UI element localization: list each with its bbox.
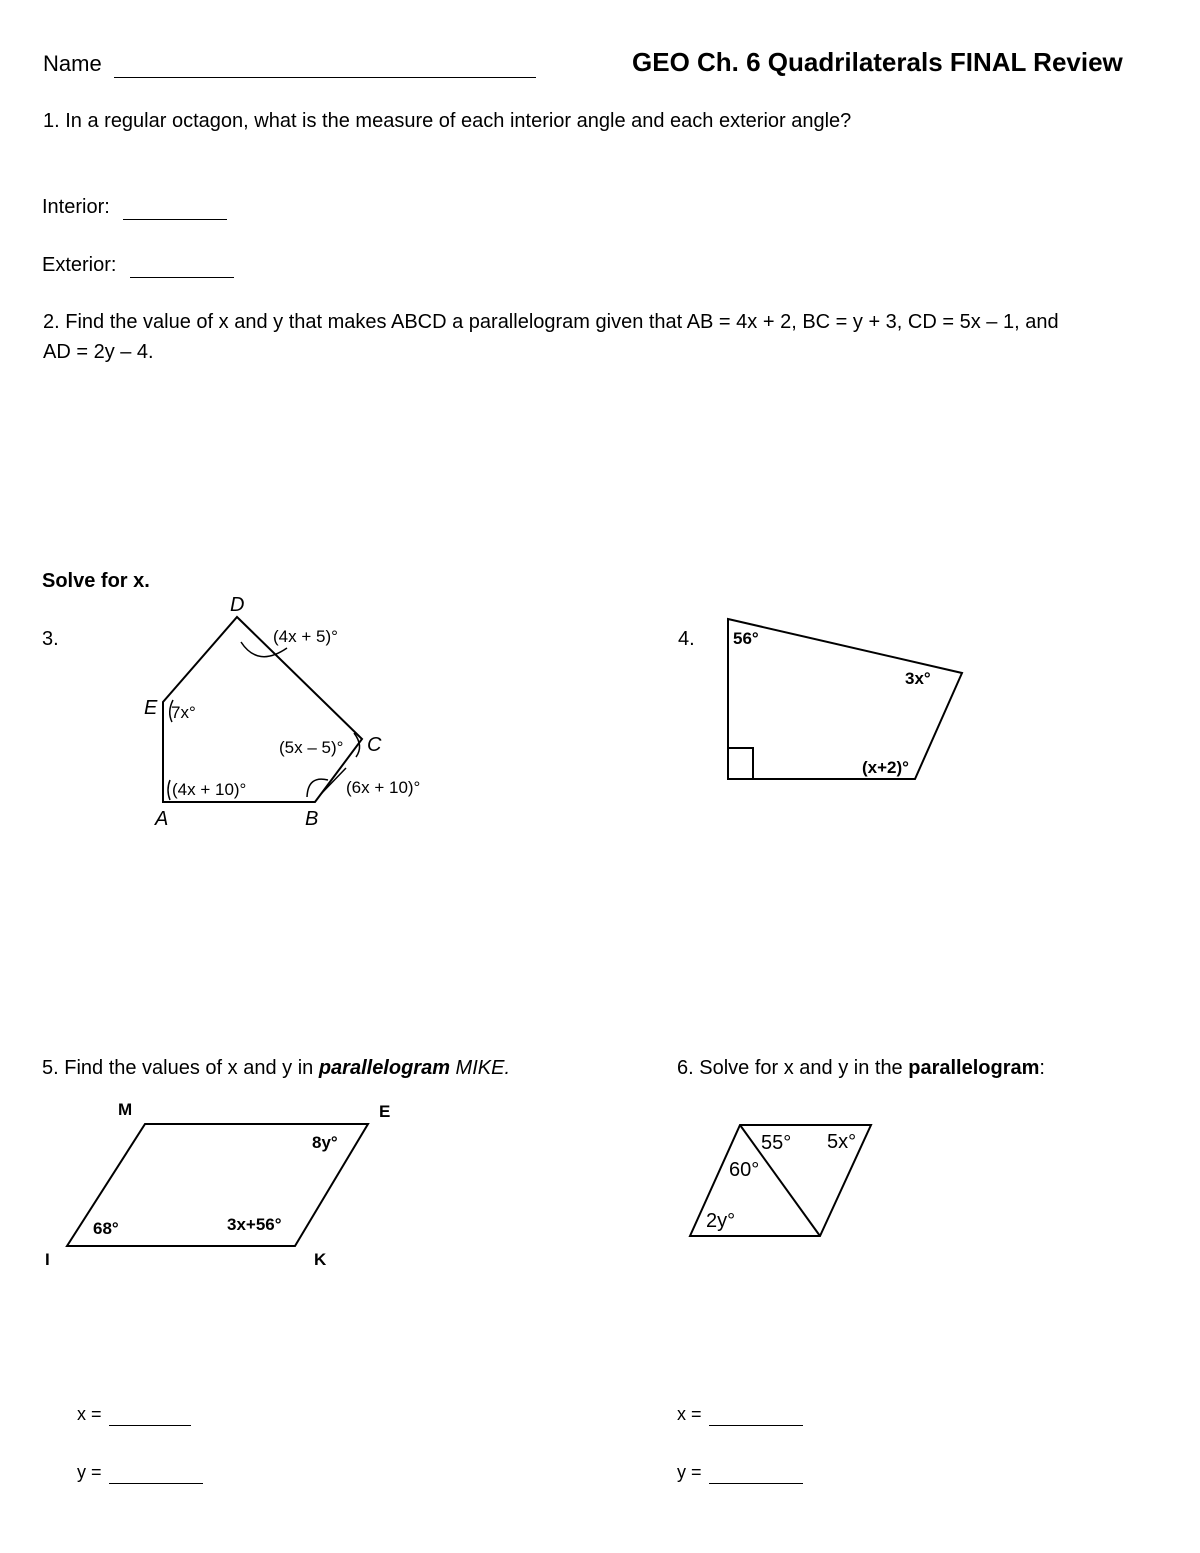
page-title: GEO Ch. 6 Quadrilaterals FINAL Review (632, 47, 1123, 77)
angle-label-3x: 3x° (905, 669, 931, 688)
angle-label-60: 60° (729, 1159, 760, 1181)
vertex-label-k: K (314, 1250, 327, 1269)
vertex-label-c: C (367, 734, 382, 756)
interior-label: Interior: (42, 196, 110, 218)
right-angle-marker (728, 748, 753, 779)
solve-heading: Solve for x. (42, 570, 150, 592)
angle-label-8y: 8y° (312, 1133, 338, 1152)
angle-label-68: 68° (93, 1219, 119, 1238)
angle-label-56: 56° (733, 629, 759, 648)
q5-y-label: y = (77, 1462, 102, 1482)
vertex-label-e-q5: E (379, 1102, 391, 1121)
question-4-number: 4. (678, 628, 695, 650)
q6-y-answer-row (677, 1462, 803, 1484)
question-5-text (42, 1057, 510, 1080)
question-5-prefix: 5. Find the values of x and y in (42, 1057, 319, 1079)
angle-label-a: (4x + 10)° (172, 780, 247, 799)
angle-label-5x: 5x° (827, 1131, 857, 1153)
vertex-label-b: B (305, 808, 319, 830)
question-6-prefix: 6. Solve for x and y in the (677, 1057, 909, 1079)
extended-side-b (320, 768, 346, 795)
question-3-number: 3. (42, 628, 59, 650)
q6-x-answer-row (677, 1404, 803, 1426)
q5-x-answer-row (77, 1404, 191, 1426)
vertex-label-i: I (45, 1250, 50, 1269)
question-5-shape-name: MIKE. (450, 1057, 511, 1079)
question-1-text: 1. In a regular octagon, what is the measure of each interior angle and each exterior angle? (43, 110, 852, 132)
question-6-suffix: : (1039, 1057, 1045, 1079)
q6-y-label: y = (677, 1462, 702, 1482)
angle-label-c: (5x – 5)° (279, 738, 344, 757)
angle-label-2y: 2y° (706, 1210, 736, 1232)
vertex-label-a: A (155, 808, 169, 830)
angle-label-55: 55° (761, 1132, 792, 1154)
q6-y-answer-field[interactable] (709, 1462, 803, 1484)
angle-label-e: 7x° (171, 703, 196, 722)
name-label: Name (43, 51, 102, 76)
angle-label-x-plus-2: (x+2)° (862, 758, 909, 777)
q6-x-answer-field[interactable] (709, 1404, 803, 1426)
q5-x-answer-field[interactable] (109, 1404, 191, 1426)
angle-label-b: (6x + 10)° (346, 778, 421, 797)
angle-arc-a (168, 780, 170, 800)
quadrilateral-shape (728, 619, 962, 779)
question-2-line-2: AD = 2y – 4. (43, 341, 154, 363)
vertex-label-d: D (230, 594, 245, 616)
q5-x-label: x = (77, 1404, 102, 1424)
question-5-parallelogram-word: parallelogram (318, 1057, 450, 1079)
vertex-label-m: M (118, 1100, 133, 1119)
q5-y-answer-field[interactable] (109, 1462, 203, 1484)
q5-y-answer-row (77, 1462, 203, 1484)
question-2-line-1: 2. Find the value of x and y that makes ABCD a parallelogram given that AB = 4x + 2, BC = y + 3, CD = 5x – 1, and (43, 311, 1059, 333)
question-6-parallelogram-word: parallelogram (908, 1057, 1040, 1079)
vertex-label-e: E (144, 697, 158, 719)
q6-x-label: x = (677, 1404, 702, 1424)
question-6-text (677, 1057, 1045, 1080)
exterior-label: Exterior: (42, 254, 117, 276)
angle-label-3x-plus-56: 3x+56° (227, 1215, 282, 1234)
angle-label-d: (4x + 5)° (273, 627, 338, 646)
